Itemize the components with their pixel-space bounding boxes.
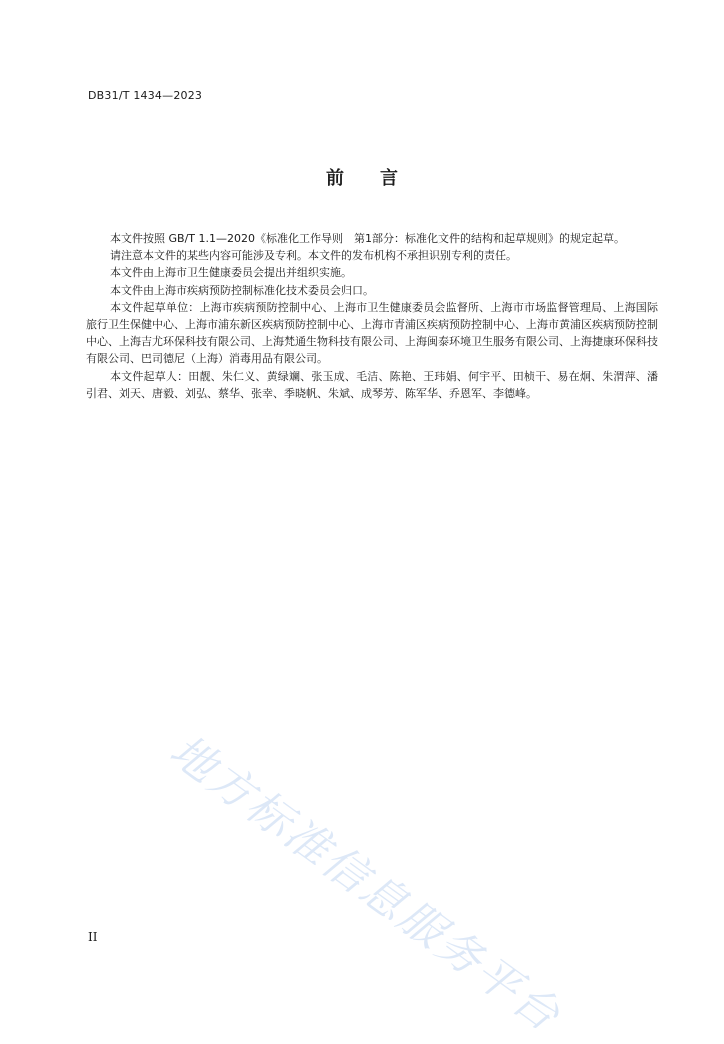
paragraph-drafting-units: 本文件起草单位：上海市疾病预防控制中心、上海市卫生健康委员会监督所、上海市市场监督管理局、上海国际旅行卫生保健中心、上海市浦东新区疾病预防控制中心、上海市青浦区疾病预防控制中心、上海市黄浦区疾病预防控制中心、上海吉尤环保科技有限公司、上海梵通生物科技有限公司、上海闽泰环境卫生服务有限公司、上海捷康环保科技有限公司、巴司德尼（上海）消毒用品有限公司。 (86, 300, 658, 366)
paragraph-centralized-by: 本文件由上海市疾病预防控制标准化技术委员会归口。 (110, 283, 374, 297)
paragraph-drafting-rules: 本文件按照 GB/T 1.1—2020《标准化工作导则 第1部分：标准化文件的结构和起草规则》的规定起草。 (110, 232, 625, 245)
paragraph-drafters: 本文件起草人：田靓、朱仁义、黄绿斓、张玉成、毛洁、陈艳、王玮娟、何宇平、田桢干、易在炯、朱渭萍、潘引君、刘天、唐毅、刘弘、蔡华、张幸、季晓帆、朱斌、成琴芳、陈军华、乔恩军、李德峰。 (86, 369, 658, 400)
watermark: 地方标准信息服务平台 (160, 725, 571, 1043)
page-title: 前言 (326, 168, 434, 189)
preface-body (86, 230, 658, 402)
standard-code: DB31/T 1434—2023 (88, 89, 203, 102)
page-number: II (88, 930, 98, 944)
paragraph-proposer: 本文件由上海市卫生健康委员会提出并组织实施。 (110, 266, 352, 280)
paragraph-patent-notice: 请注意本文件的某些内容可能涉及专利。本文件的发布机构不承担识别专利的责任。 (110, 249, 517, 263)
